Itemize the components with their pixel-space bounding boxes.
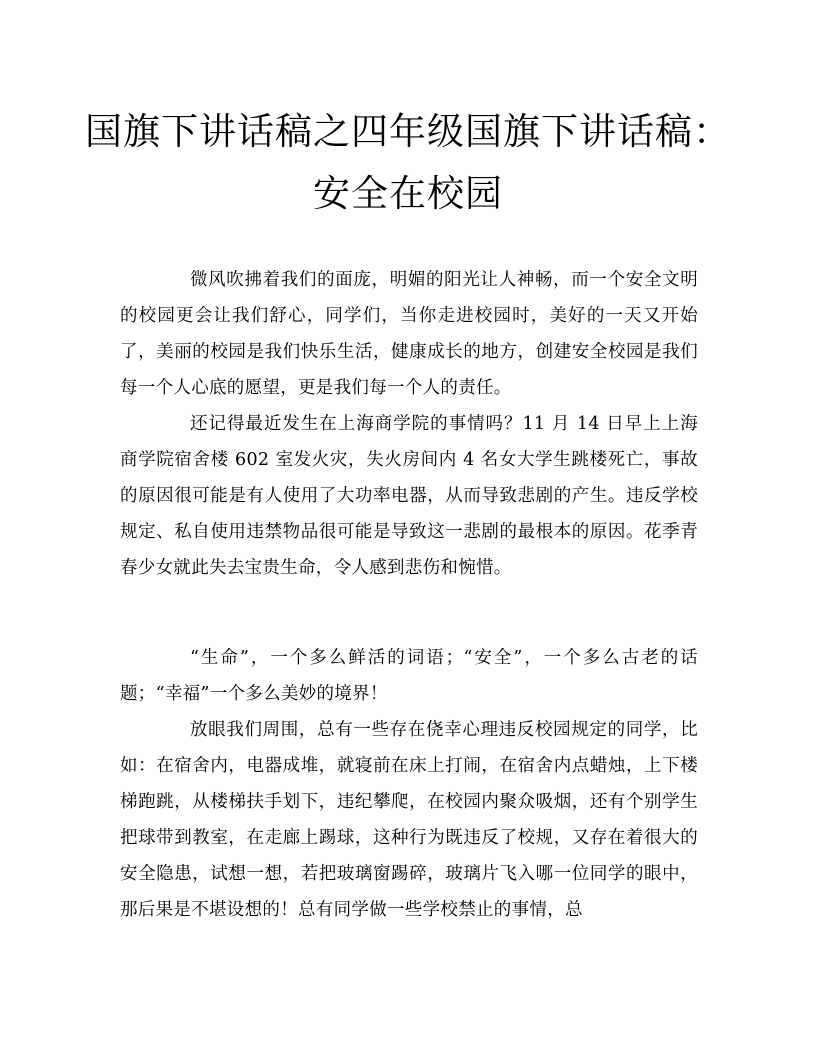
paragraph-1: 微风吹拂着我们的面庞，明媚的阳光让人神畅，而一个安全文明的校园更会让我们舒心，同学们，当你走进校园时，美好的一天又开始了，美丽的校园是我们快乐生活，健康成长的地方，创建安全校园是我们每一个人心底的愿望，更是我们每一个人的责任。 — [120, 270, 698, 398]
document-title-line-1: 国旗下讲话稿之四年级国旗下讲话稿： — [85, 110, 731, 153]
paragraph-4: 放眼我们周围，总有一些存在侥幸心理违反校园规定的同学，比如：在宿舍内，电器成堆，就寝前在床上打闹，在宿舍内点蜡烛，上下楼梯跑跳，从楼梯扶手划下，违纪攀爬，在校园内聚众吸烟，还有个别学生把球带到教室，在走廊上踢球，这种行为既违反了校规，又存在着很大的安全隐患，试想一想，若把玻璃窗踢碎，玻璃片飞入哪一位同学的眼中，那后果是不堪设想的！总有同学做一些学校禁止的事情，总 — [120, 720, 698, 920]
document-title-line-2: 安全在校园 — [313, 172, 503, 215]
paragraph-3: “生命”，一个多么鲜活的词语；“安全”，一个多么古老的话题；“幸福”一个多么美妙的境界！ — [120, 648, 698, 704]
paragraph-2: 还记得最近发生在上海商学院的事情吗？11 月 14 日早上上海商学院宿舍楼 602 室发火灾，失火房间内 4 名女大学生跳楼死亡，事故的原因很可能是有人使用了大功率电器，从而导致悲剧的产生。违反学校规定、私自使用违禁物品很可能是导致这一悲剧的最根本的原因。花季青春少女就此失去宝贵生命，令人感到悲伤和惋惜。 — [120, 414, 698, 578]
